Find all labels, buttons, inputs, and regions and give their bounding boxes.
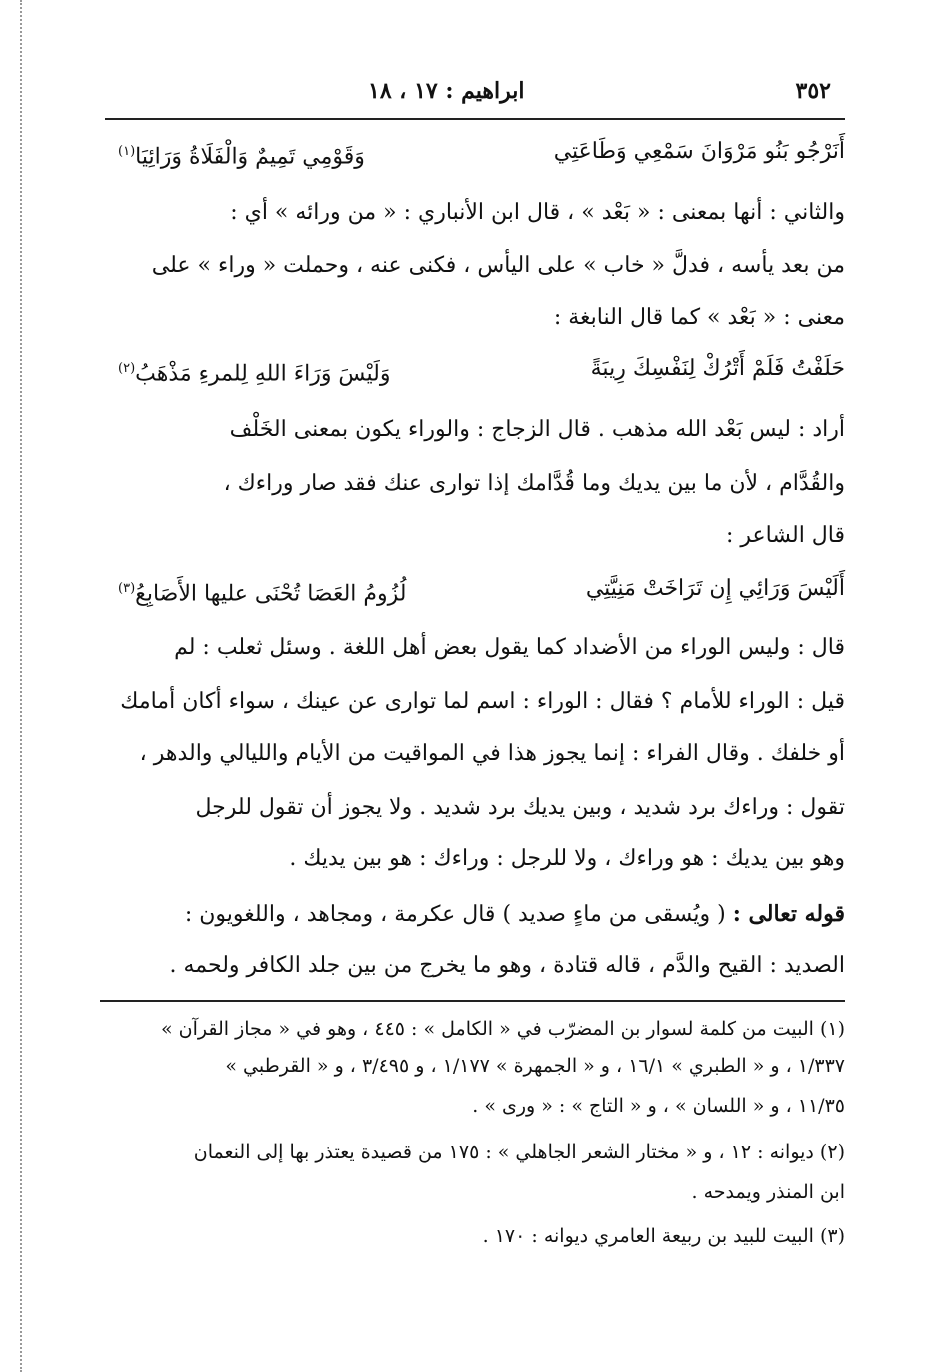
para1-line2: من بعد يأسه ، فدلَّ « خاب » على اليأس ، فكنى عنه ، وحملت « وراء » على	[151, 253, 845, 278]
para1-line1: والثاني : أنها بمعنى : « بَعْد » ، قال ابن الأنباري : « من ورائه » أي :	[230, 200, 845, 225]
para4-line2: الصديد : القيح والدَّم ، قاله قتادة ، وهو ما يخرج من بين جلد الكافر ولحمه .	[169, 953, 845, 978]
verse3-second-hemistich: لُزُومُ العَصَا تُحْنَى عليها الأَصَابِعُ$^{(٣)}$	[118, 581, 407, 607]
para3-line5: وهو بين يديك : هو وراءك ، ولا للرجل : وراءك : هو بين يديك .	[289, 846, 845, 871]
running-title: ابراهيم : ١٧ ، ١٨	[368, 78, 525, 104]
para4-lead: قوله تعالى :	[732, 901, 845, 927]
para3-line3: أو خلفك . وقال الفراء : إنما يجوز هذا في المواقيت من الأيام والليالي والدهر ،	[139, 741, 845, 766]
header-rule	[105, 118, 845, 120]
page-number: ٣٥٢	[795, 78, 831, 104]
verse2-second-hemistich: وَلَيْسَ وَرَاءَ اللهِ لِلمرءِ مَذْهَبُ$^{(٢)}$	[118, 361, 391, 387]
para3-line2: قيل : الوراء للأمام ؟ فقال : الوراء : اسم لما توارى عن عينك ، سواء أكان أمامك	[120, 689, 845, 714]
verse3-note-ref: (٣)	[118, 581, 136, 596]
verse2-note-ref: (٢)	[118, 361, 136, 376]
para3-line4: تقول : وراءك برد شديد ، وبين يديك برد شديد . ولا يجوز أن تقول للرجل	[195, 795, 845, 820]
page-edge	[20, 0, 22, 1372]
para1-line3: معنى : « بَعْد » كما قال النابغة :	[553, 305, 845, 330]
verse1-second-hemistich: وَقَوْمِي تَمِيمٌ وَالْفَلَاةُ وَرَائِيَا$^{(١)}$	[118, 144, 365, 170]
footnote1-line3: ١١/٣٥ ، و « اللسان » ، و « التاج » : « ورى » .	[472, 1095, 845, 1117]
para2-line1: أراد : ليس بَعْد الله مذهب . قال الزجاج : والوراء يكون بمعنى الخَلْف	[229, 417, 845, 442]
para2-line2: والقُدَّام ، لأن ما بين يديك وما قُدَّامك إذا توارى عنك فقد صار وراءك ،	[223, 471, 845, 496]
para3-line1: قال : وليس الوراء من الأضداد كما يقول بعض أهل اللغة . وسئل ثعلب : لم	[174, 635, 845, 660]
footnote1-line1: (١) البيت من كلمة لسوار بن المضرّب في « الكامل » : ٤٤٥ ، وهو في « مجاز القرآن »	[160, 1018, 845, 1040]
para2-line3: قال الشاعر :	[725, 523, 845, 548]
verse2-first-hemistich: حَلَفْتُ فَلَمْ أَتْرُكْ لِنَفْسِكَ رِيبَةً	[590, 356, 845, 381]
footnote3-line1: (٣) البيت للبيد بن ربيعة العامري ديوانه : ١٧٠ .	[482, 1225, 845, 1247]
footnote2-line1: (٢) ديوانه : ١٢ ، و « مختار الشعر الجاهلي » : ١٧٥ من قصيدة يعتذر بها إلى النعمان	[193, 1141, 845, 1163]
verse3-first-hemistich: أَلَيْسَ وَرَائِي إِن تَرَاخَتْ مَنِيَّتِي	[585, 576, 845, 601]
verse1-note-ref: (١)	[118, 144, 136, 159]
footnote2-line2: ابن المنذر ويمدحه .	[691, 1181, 845, 1203]
verse1-first-hemistich: أَنَرْجُو بَنُو مَرْوَانَ سَمْعِي وَطَاعَتِي	[553, 139, 845, 164]
footnote-rule	[100, 1000, 845, 1002]
footnote1-line2: ١/٣٣٧ ، و « الطبري » ١٦/١ ، و « الجمهرة » ١/١٧٧ ، و ٣/٤٩٥ ، و « القرطبي »	[225, 1055, 845, 1077]
para4-line1: قوله تعالى : ( ويُسقى من ماءٍ صديد ) قال عكرمة ، ومجاهد ، واللغويون :	[184, 901, 845, 927]
